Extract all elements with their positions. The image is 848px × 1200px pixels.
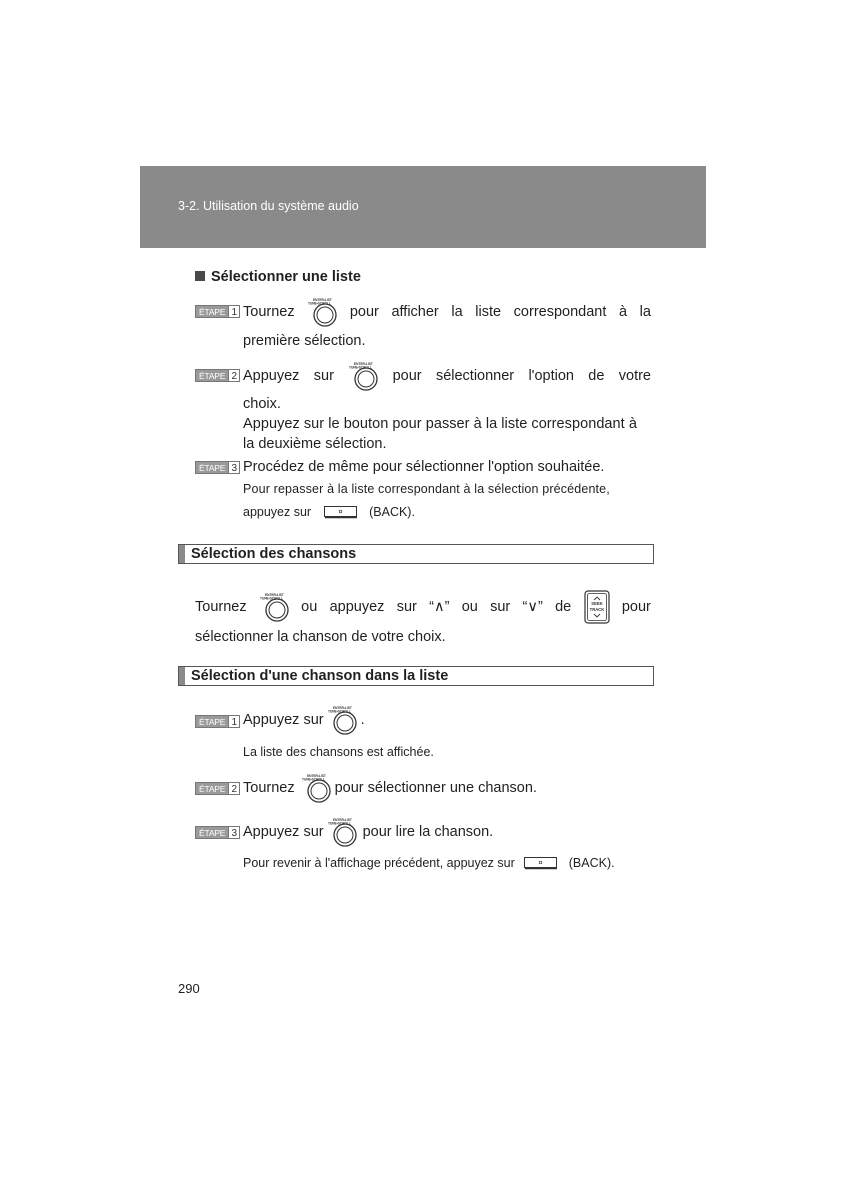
section-title-bar: Sélection des chansons — [178, 544, 654, 564]
note-text: La liste des chansons est affichée. — [243, 745, 434, 759]
tune-scroll-knob-icon — [301, 773, 331, 803]
tune-scroll-knob-icon — [259, 592, 289, 622]
step-badge: ÉTAPE 2 — [195, 369, 240, 382]
step-text: première sélection. — [243, 333, 366, 349]
step-text: Tournez pour sélectionner une chanson. — [243, 773, 537, 803]
note-text: appuyez sur (BACK). — [243, 505, 415, 519]
step-badge: ÉTAPE 2 — [195, 782, 240, 795]
svg-text:TRACK: TRACK — [589, 607, 604, 612]
step-badge: ÉTAPE 1 — [195, 305, 240, 318]
note-text: Pour repasser à la liste correspondant à la sélection précédente, — [243, 482, 610, 496]
body-text: Tournez ou appuyez sur “∧” ou sur “∨” de SEEK TRACK pour — [195, 590, 651, 624]
back-button-icon — [324, 505, 358, 519]
step-text: Appuyez sur . — [243, 705, 365, 735]
tune-scroll-knob-icon — [348, 361, 378, 391]
square-bullet-icon — [195, 271, 205, 281]
seek-track-button-icon — [584, 590, 610, 624]
section-header: 3-2. Utilisation du système audio — [178, 199, 359, 213]
section-title-bar: Sélection d'une chanson dans la liste — [178, 666, 654, 686]
step-badge: ÉTAPE 3 — [195, 461, 240, 474]
subheading-select-list: Sélectionner une liste — [195, 269, 361, 285]
tune-scroll-knob-icon — [327, 705, 357, 735]
page-number: 290 — [178, 981, 200, 996]
svg-text:SEEK: SEEK — [590, 601, 603, 606]
step-text: Tournez pour afficher la liste correspondant à la — [243, 298, 651, 326]
note-text: Pour revenir à l'affichage précédent, appuyez sur (BACK). — [243, 856, 615, 870]
back-button-icon — [524, 856, 558, 870]
step-badge: ÉTAPE 1 — [195, 715, 240, 728]
tune-scroll-knob-icon — [307, 297, 337, 327]
step-text: la deuxième sélection. — [243, 436, 387, 452]
step-text: Appuyez sur pour lire la chanson. — [243, 817, 493, 847]
step-text: Procédez de même pour sélectionner l'option souhaitée. — [243, 459, 605, 475]
body-text: sélectionner la chanson de votre choix. — [195, 629, 446, 645]
step-text: Appuyez sur le bouton pour passer à la liste correspondant à — [243, 416, 637, 432]
tune-scroll-knob-icon — [327, 817, 357, 847]
step-badge: ÉTAPE 3 — [195, 826, 240, 839]
step-text: Appuyez sur pour sélectionner l'option de votre — [243, 362, 651, 390]
step-text: choix. — [243, 396, 281, 412]
